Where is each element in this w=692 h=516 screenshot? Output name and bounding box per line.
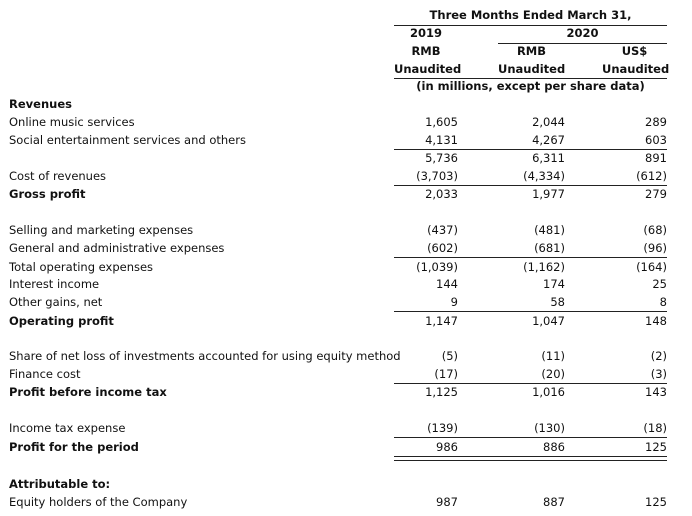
- row-label: Total operating expenses: [9, 260, 154, 274]
- subtotal-rule: [394, 383, 667, 384]
- subtotal-rule: [394, 149, 667, 150]
- row-value-2020-usd: (68): [643, 223, 667, 237]
- row-value-2019: 1,605: [425, 115, 458, 129]
- row-value-2020-usd: (3): [650, 367, 667, 381]
- row-value-2020-rmb: 886: [543, 440, 565, 454]
- row-value-2020-usd: 143: [645, 385, 667, 399]
- row-value-2019: 987: [436, 495, 458, 509]
- row-value-2020-usd: (96): [643, 241, 667, 255]
- row-value-2020-usd: 25: [652, 277, 667, 291]
- row-value-2020-usd: 603: [645, 133, 667, 147]
- row-label: Operating profit: [9, 314, 114, 328]
- period-title: Three Months Ended March 31,: [429, 8, 632, 22]
- row-label: Income tax expense: [9, 421, 126, 435]
- row-value-2020-rmb: (20): [541, 367, 565, 381]
- audit-2020-rmb: Unaudited: [498, 62, 566, 76]
- row-value-2020-rmb: (481): [534, 223, 565, 237]
- row-value-2020-rmb: (11): [541, 349, 565, 363]
- row-value-2019: 5,736: [425, 151, 458, 165]
- row-value-2020-rmb: (130): [534, 421, 565, 435]
- row-value-2019: (602): [427, 241, 458, 255]
- row-value-2020-rmb: 6,311: [532, 151, 565, 165]
- row-value-2019: (139): [427, 421, 458, 435]
- row-value-2020-rmb: (1,162): [523, 260, 565, 274]
- row-value-2020-usd: (18): [643, 421, 667, 435]
- row-label: Cost of revenues: [9, 169, 107, 183]
- row-value-2019: (17): [434, 367, 458, 381]
- audit-2020-usd: Unaudited: [602, 62, 670, 76]
- row-label: Revenues: [9, 97, 72, 111]
- row-value-2019: 1,147: [425, 314, 458, 328]
- row-value-2020-rmb: 58: [550, 295, 565, 309]
- row-value-2019: (1,039): [416, 260, 458, 274]
- row-label: Share of net loss of investments accounted for using equity method: [9, 349, 401, 363]
- row-value-2020-usd: (164): [636, 260, 667, 274]
- row-value-2019: 9: [450, 295, 458, 309]
- row-label: Social entertainment services and others: [9, 133, 246, 147]
- row-value-2020-rmb: 174: [543, 277, 565, 291]
- row-value-2019: (5): [441, 349, 458, 363]
- row-value-2019: 1,125: [425, 385, 458, 399]
- row-value-2019: 4,131: [425, 133, 458, 147]
- row-value-2020-usd: 289: [645, 115, 667, 129]
- row-label: Online music services: [9, 115, 135, 129]
- total-double-rule: [394, 456, 667, 461]
- row-label: Selling and marketing expenses: [9, 223, 194, 237]
- row-value-2020-usd: 891: [645, 151, 667, 165]
- row-value-2020-rmb: 4,267: [532, 133, 565, 147]
- row-value-2020-rmb: 1,016: [532, 385, 565, 399]
- row-label: Equity holders of the Company: [9, 495, 188, 509]
- currency-2020-usd: US$: [621, 44, 648, 58]
- row-value-2019: (3,703): [416, 169, 458, 183]
- row-value-2020-rmb: (4,334): [523, 169, 565, 183]
- row-label: Attributable to:: [9, 477, 111, 491]
- units-note: (in millions, except per share data): [416, 79, 645, 93]
- row-value-2020-rmb: 2,044: [532, 115, 565, 129]
- row-value-2020-rmb: 887: [543, 495, 565, 509]
- row-value-2020-usd: (2): [650, 349, 667, 363]
- row-value-2020-usd: 279: [645, 187, 667, 201]
- row-value-2020-usd: 8: [659, 295, 667, 309]
- currency-2019: RMB: [411, 44, 441, 58]
- row-value-2020-rmb: (681): [534, 241, 565, 255]
- row-label: Profit for the period: [9, 440, 139, 454]
- row-value-2020-rmb: 1,047: [532, 314, 565, 328]
- row-value-2020-usd: 125: [645, 495, 667, 509]
- row-value-2019: 2,033: [425, 187, 458, 201]
- subtotal-rule: [394, 185, 667, 186]
- row-value-2020-usd: (612): [636, 169, 667, 183]
- row-value-2020-usd: 125: [645, 440, 667, 454]
- row-label: Gross profit: [9, 187, 86, 201]
- row-value-2019: 986: [436, 440, 458, 454]
- row-value-2020-rmb: 1,977: [532, 187, 565, 201]
- year-2020: 2020: [566, 26, 599, 40]
- row-label: Interest income: [9, 277, 100, 291]
- subtotal-rule: [394, 257, 667, 258]
- row-value-2020-usd: 148: [645, 314, 667, 328]
- row-value-2019: (437): [427, 223, 458, 237]
- subtotal-rule: [394, 311, 667, 312]
- row-value-2019: 144: [436, 277, 458, 291]
- row-label: Other gains, net: [9, 295, 103, 309]
- subtotal-rule: [394, 437, 667, 438]
- audit-2019: Unaudited: [394, 62, 462, 76]
- row-label: General and administrative expenses: [9, 241, 225, 255]
- row-label: Profit before income tax: [9, 385, 167, 399]
- row-label: Finance cost: [9, 367, 81, 381]
- currency-2020-rmb: RMB: [516, 44, 547, 58]
- year-2019: 2019: [409, 26, 442, 40]
